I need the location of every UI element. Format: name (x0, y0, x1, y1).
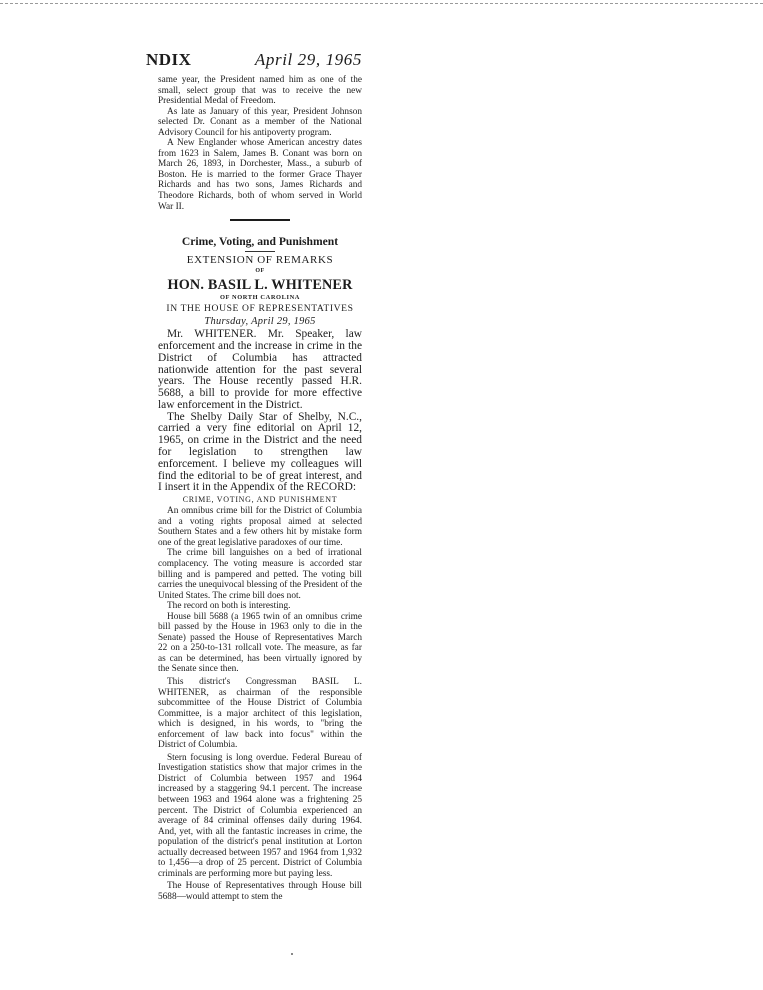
paragraph: The record on both is interesting. (167, 601, 291, 612)
paragraph: Stern focusing is long overdue. Federal Bureau of Investigation statistics show that major crimes in the District of Columbia between 1957 and 1964 increased by a staggering 94.1 percent. The increase between 1963 and 1964 alone was a frightening 25 percent. The District of Columbia experienced an average of 84 criminal offenses daily during 1964. And, yet, with all the fantastic increases in crime, the population of the district's penal institution at Lorton actually decreased between 1957 and 1964 from 1,932 to 1,456—a drop of 25 percent. District of Columbia criminals are performing more but paying less. (158, 752, 362, 879)
paragraph: Mr. WHITENER. Mr. Speaker, law enforcement and the increase in crime in the District of Columbia has attracted nationwide attention for the past several years. The House recently passed H.R. 5688, a bill to provide for more effective law enforcement in the District. (158, 328, 362, 411)
paragraph: The House of Representatives through House bill 5688—would attempt to stem the (158, 881, 362, 902)
chamber-line: IN THE HOUSE OF REPRESENTATIVES (166, 303, 354, 315)
title-underline (245, 251, 275, 252)
extension-heading: EXTENSION OF REMARKS (186, 254, 334, 267)
section-divider (230, 219, 290, 221)
paragraph: This district's Congressman BASIL L. WHITENER, as chairman of the responsible subcommittee of the House District of Columbia Committee, is a major architect of this legislation, which is designed, in his words, to "bring the enforcement of law back into focus" within the District of Columbia. (158, 677, 362, 751)
paragraph: House bill 5688 (a 1965 twin of an omnibus crime bill passed by the House in 1963 only to die in the Senate) passed the House of Representatives March 22 on a 250-to-131 rollcall vote. The measure, as far as can be determined, has been virtually ignored by the Senate since then. (158, 611, 362, 675)
paragraph: As late as January of this year, President Johnson selected Dr. Conant as a member of the National Advisory Council for his antipoverty program. (158, 106, 362, 138)
scan-speck (291, 953, 293, 955)
page-header (146, 50, 362, 74)
paragraph: The Shelby Daily Star of Shelby, N.C., carried a very fine editorial on April 12, 1965, on crime in the District and the need for legislation to strengthen law enforcement. I believe my colleagues will find the editorial to be of great interest, and I insert it in the Appendix of the RECORD: (158, 410, 362, 494)
article-title: Crime, Voting, and Punishment (181, 235, 339, 249)
paragraph: An omnibus crime bill for the District of Columbia and a voting rights proposal aimed at selected Southern States and a few others hit by mistake form one of the great legislative paradoxes of our time. (158, 506, 362, 548)
running-head: NDIX (146, 50, 192, 69)
header-date: April 29, 1965 (254, 50, 362, 69)
session-date: Thursday, April 29, 1965 (204, 316, 316, 328)
text-column (158, 75, 362, 903)
member-name: HON. BASIL L. WHITENER (167, 277, 353, 294)
of-label: OF (255, 268, 265, 275)
member-state: OF NORTH CAROLINA (219, 294, 301, 302)
paragraph: A New Englander whose American ancestry dates from 1623 in Salem, James B. Conant was born on March 26, 1893, in Dorchester, Mass., a suburb of Boston. He is married to the former Grace Thayer Richards and has two sons, James Richards and Theodore Richards, both of whom served in World War II. (158, 138, 362, 212)
paragraph: The crime bill languishes on a bed of irrational complacency. The voting measure is accorded star billing and is pampered and petted. The voting bill carries the unequivocal blessing of the President of the United States. The crime bill does not. (158, 548, 362, 601)
editorial-heading: CRIME, VOTING, AND PUNISHMENT (182, 495, 338, 505)
paragraph: same year, the President named him as one of the small, select group that was to receive the new Presidential Medal of Freedom. (158, 75, 362, 107)
page-top-border (0, 3, 763, 4)
